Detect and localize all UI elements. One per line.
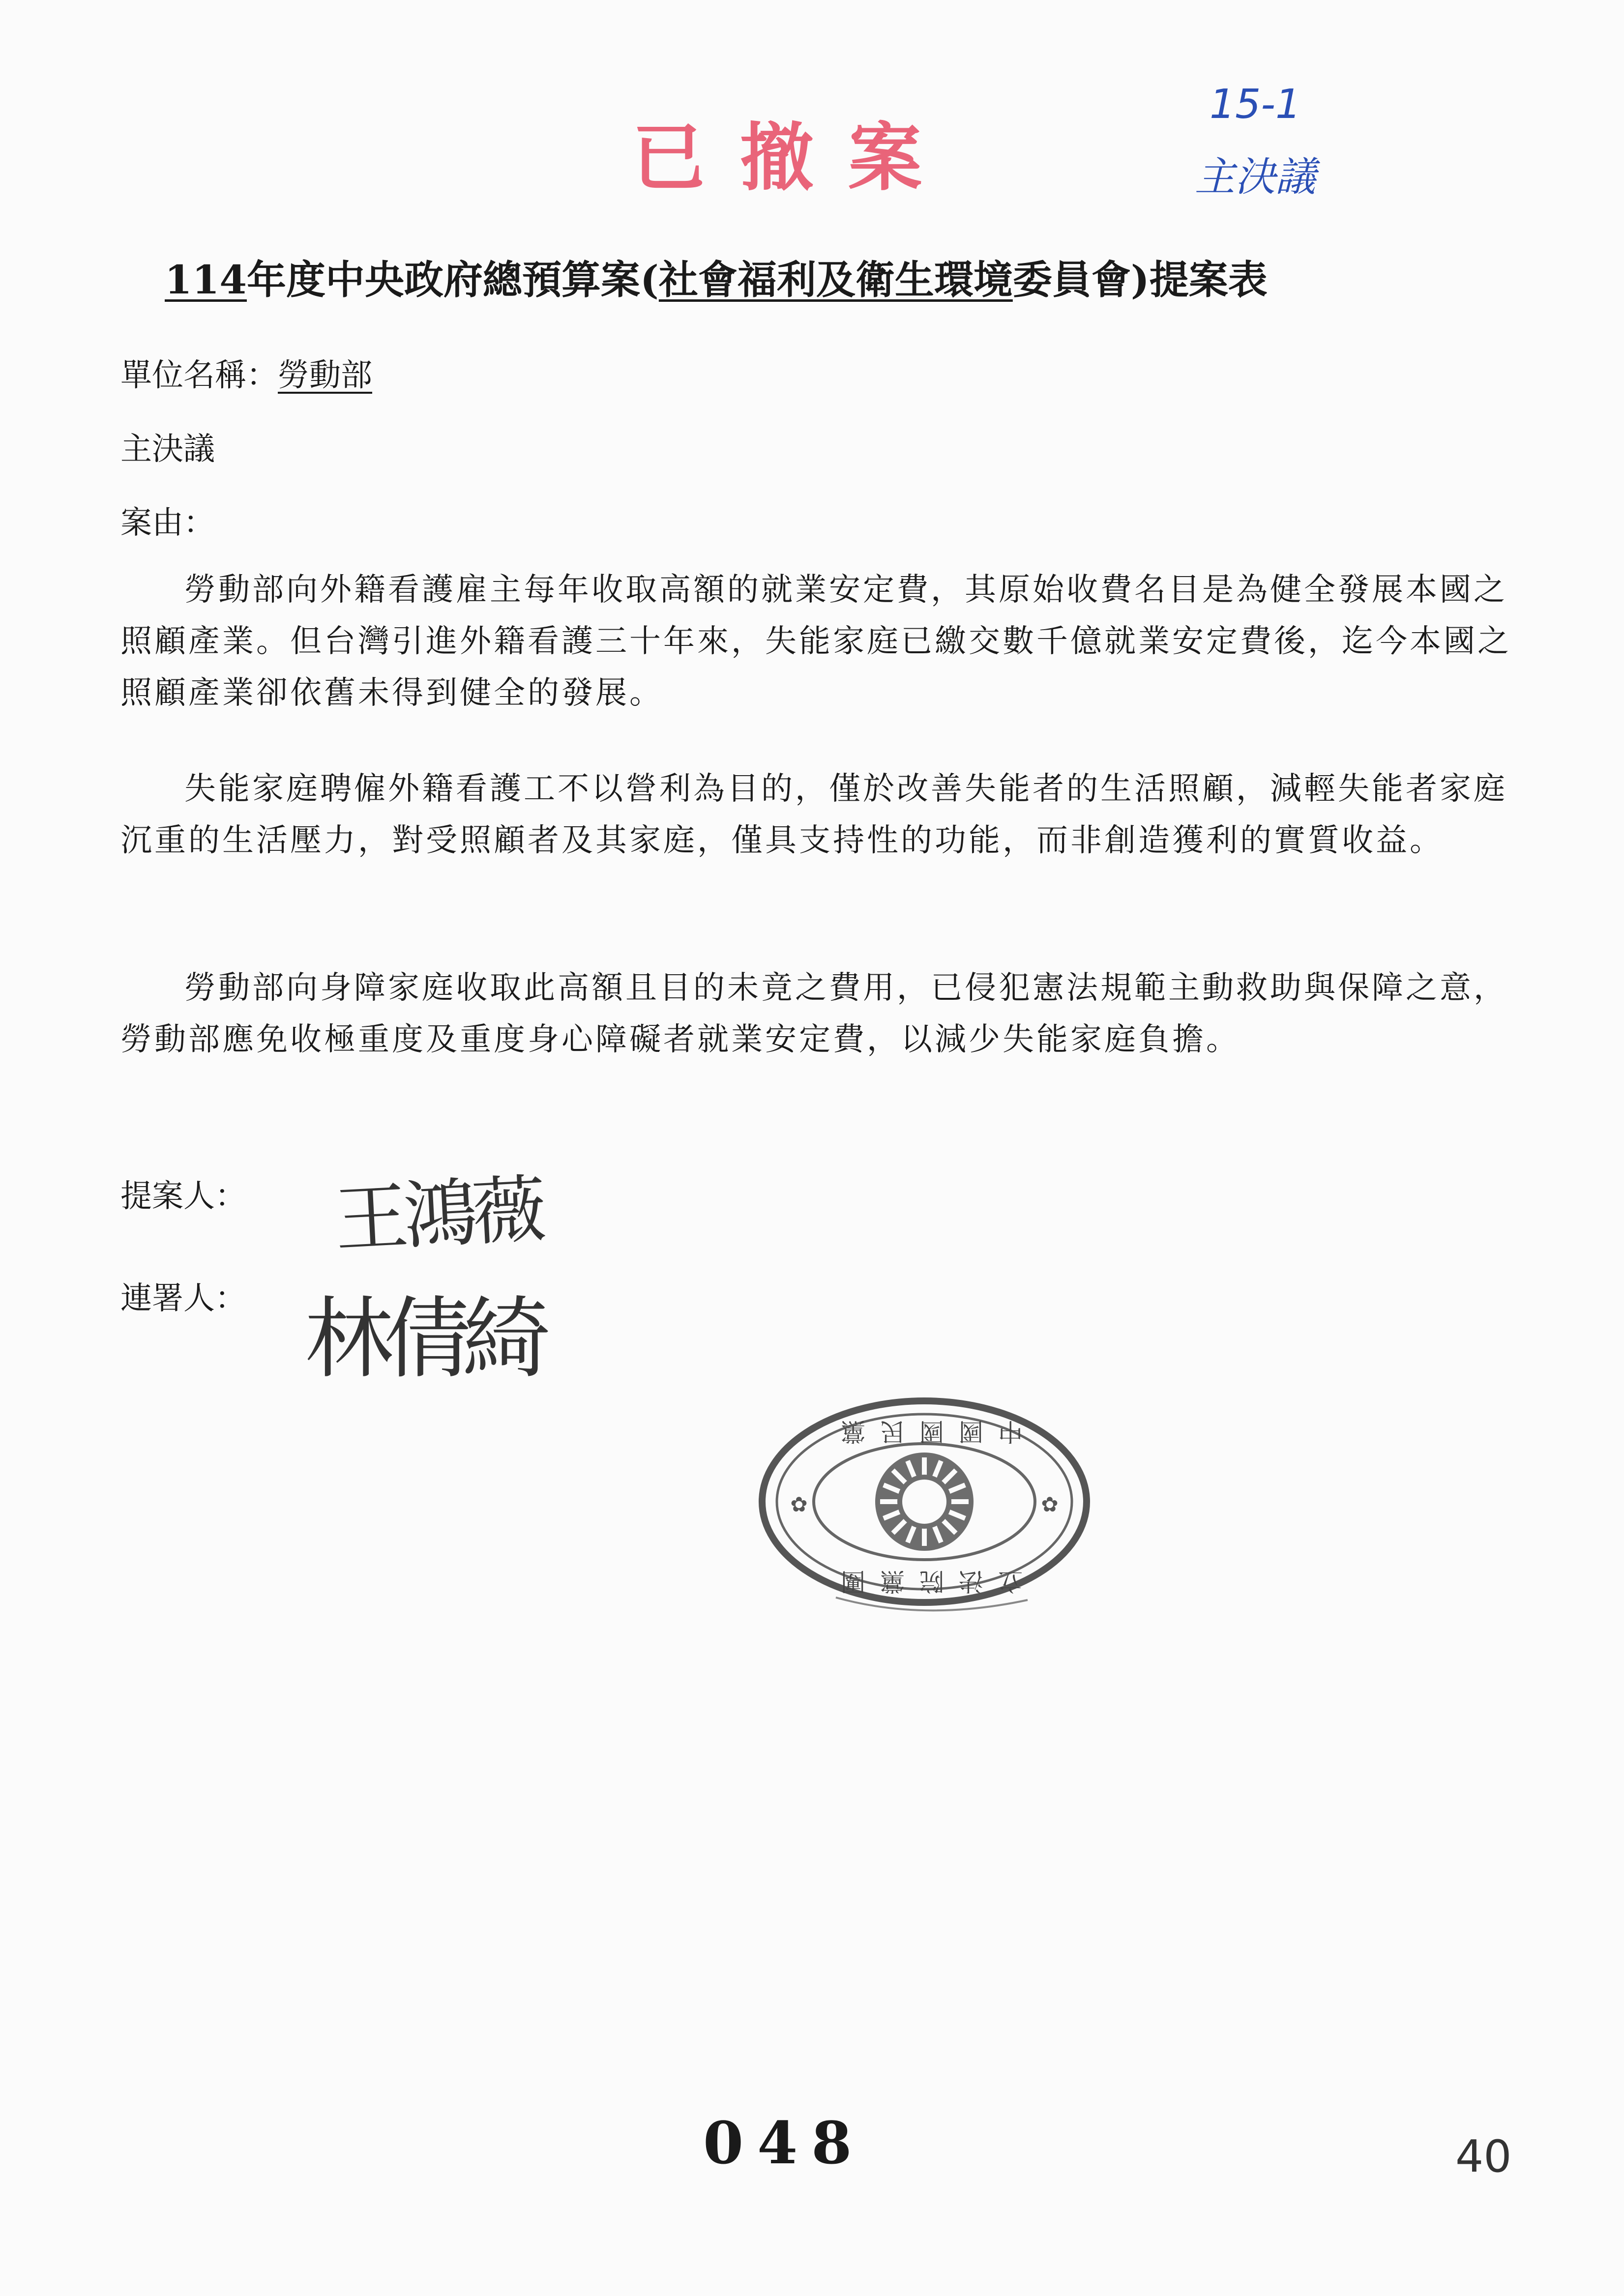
unit-value: 勞動部	[278, 357, 372, 394]
handwritten-number: 15-1	[1210, 81, 1301, 128]
party-caucus-seal	[752, 1391, 1096, 1617]
title-mid: 年度中央政府總預算案(	[247, 257, 659, 303]
resolution-type: 主決議	[120, 431, 215, 467]
proposer-signature: 王鴻薇	[332, 1167, 544, 1263]
reason-label: 案由：	[120, 505, 215, 541]
seal-top-text: 中國國民黨	[826, 1417, 1023, 1446]
svg-text:✿: ✿	[790, 1492, 808, 1516]
unit-row	[120, 350, 372, 395]
withdrawn-stamp: 已撤案	[632, 115, 957, 201]
proposer-label: 提案人：	[120, 1178, 246, 1215]
title-end: 委員會)提案表	[1012, 257, 1268, 303]
document-title	[165, 248, 1268, 305]
paragraph-3: 勞動部向身障家庭收取此高額且目的未竟之費用，已侵犯憲法規範主動救助與保障之意，勞動部應免收極重度及重度身心障礙者就業安定費，以減少失能家庭負擔。	[120, 970, 1507, 1058]
cosigner-label: 連署人：	[120, 1280, 246, 1317]
unit-label: 單位名稱：	[120, 357, 278, 394]
paragraph-2: 失能家庭聘僱外籍看護工不以營利為目的，僅於改善失能者的生活照顧，減輕失能者家庭沉重的生活壓力，對受照顧者及其家庭，僅具支持性的功能，而非創造獲利的實質收益。	[120, 771, 1507, 859]
corner-handwritten-number: 40	[1455, 2131, 1512, 2182]
svg-text:✿: ✿	[1041, 1492, 1059, 1516]
page-number: 048	[703, 2109, 866, 2177]
cosigner-signature: 林倩綺	[305, 1288, 541, 1391]
title-year: 114	[165, 257, 247, 303]
title-committee: 社會福利及衛生環境	[658, 257, 1013, 303]
paragraph-1: 勞動部向外籍看護雇主每年收取高額的就業安定費，其原始收費名目是為健全發展本國之照顧產業。但台灣引進外籍看護三十年來，失能家庭已繳交數千億就業安定費後，迄今本國之照顧產業卻依舊未得到健全的發展。	[120, 572, 1511, 711]
handwritten-annotation: 主決議	[1195, 154, 1316, 201]
seal-bottom-text: 立法院黨團	[826, 1567, 1023, 1596]
